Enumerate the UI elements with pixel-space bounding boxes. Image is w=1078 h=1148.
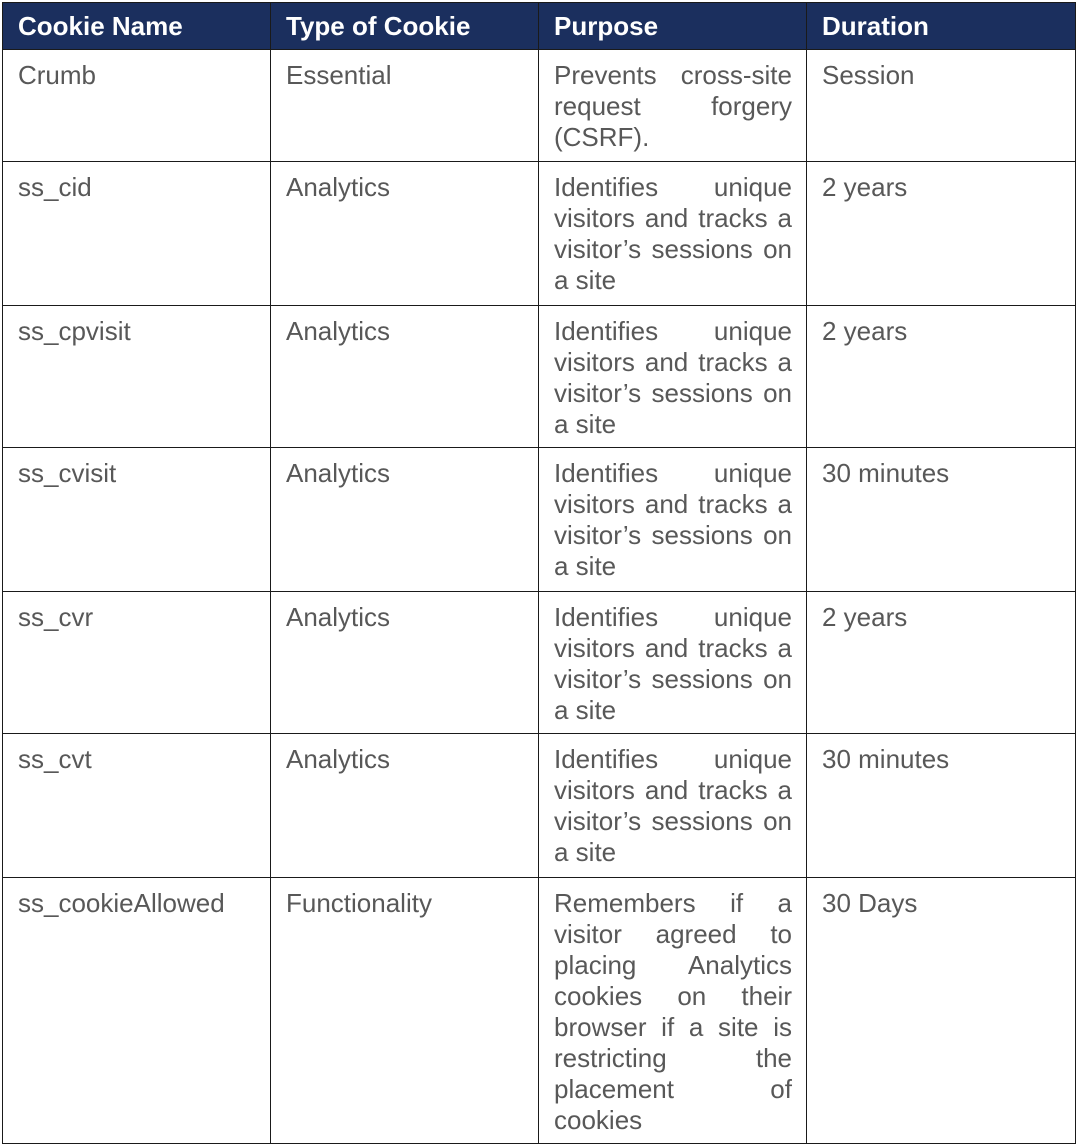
cell-purpose: Identifies unique visitors and tracks a visitor’s sessions on a site — [539, 306, 807, 448]
cell-duration: Session — [807, 50, 1076, 162]
cell-cookie-type: Analytics — [271, 592, 539, 734]
cell-cookie-name: ss_cvr — [3, 592, 271, 734]
cell-cookie-type: Analytics — [271, 306, 539, 448]
cell-cookie-type: Analytics — [271, 162, 539, 306]
cookie-table — [2, 2, 1076, 1144]
table-row — [3, 592, 1076, 734]
table-row — [3, 306, 1076, 448]
cell-cookie-name: ss_cvisit — [3, 448, 271, 592]
table-row — [3, 162, 1076, 306]
table-row — [3, 878, 1076, 1144]
cell-purpose: Remembers if a visitor agreed to placing Analytics cookies on their browser if a site is restricting the placement of cookies — [539, 878, 807, 1144]
header-cookie-name: Cookie Name — [3, 3, 271, 50]
cell-duration: 30 Days — [807, 878, 1076, 1144]
cell-duration: 2 years — [807, 162, 1076, 306]
cell-cookie-name: Crumb — [3, 50, 271, 162]
cell-duration: 30 minutes — [807, 734, 1076, 878]
cell-purpose: Identifies unique visitors and tracks a visitor’s sessions on a site — [539, 592, 807, 734]
cell-duration: 30 minutes — [807, 448, 1076, 592]
cell-cookie-name: ss_cpvisit — [3, 306, 271, 448]
table-header — [3, 3, 1076, 50]
cell-purpose: Identifies unique visitors and tracks a visitor’s sessions on a site — [539, 734, 807, 878]
table-row — [3, 448, 1076, 592]
cell-duration: 2 years — [807, 306, 1076, 448]
cell-purpose: Identifies unique visitors and tracks a visitor’s sessions on a site — [539, 162, 807, 306]
header-purpose: Purpose — [539, 3, 807, 50]
table-row — [3, 734, 1076, 878]
header-row — [3, 3, 1076, 50]
cell-cookie-type: Functionality — [271, 878, 539, 1144]
header-type-of-cookie: Type of Cookie — [271, 3, 539, 50]
cell-cookie-type: Analytics — [271, 448, 539, 592]
cell-cookie-type: Essential — [271, 50, 539, 162]
cell-cookie-name: ss_cvt — [3, 734, 271, 878]
cell-duration: 2 years — [807, 592, 1076, 734]
table-row — [3, 50, 1076, 162]
cell-purpose: Prevents cross-site request forgery (CSRF). — [539, 50, 807, 162]
cell-cookie-name: ss_cid — [3, 162, 271, 306]
table-body — [3, 50, 1076, 1144]
header-duration: Duration — [807, 3, 1076, 50]
cell-cookie-type: Analytics — [271, 734, 539, 878]
cell-cookie-name: ss_cookieAllowed — [3, 878, 271, 1144]
cell-purpose: Identifies unique visitors and tracks a visitor’s sessions on a site — [539, 448, 807, 592]
